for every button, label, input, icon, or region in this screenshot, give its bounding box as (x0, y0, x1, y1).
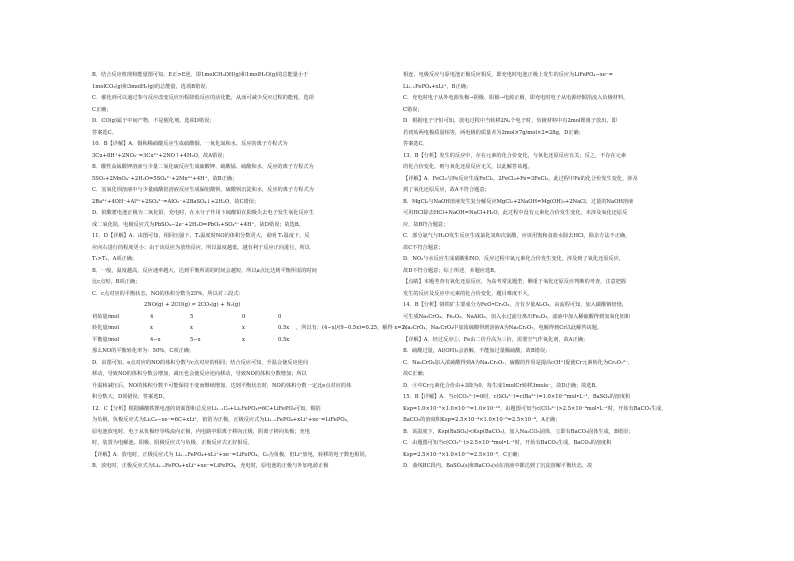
text-line: 为负极，负极反应式为LiₓC₆−xe⁻=6C+xLi⁺，铝箔为正极，正极反应式为Li₁₋ₓFePO₄+xLi⁺+xe⁻=LiFePO₄， (92, 417, 352, 423)
text-line: 积分数大，D项错误；答案选D。 (92, 394, 168, 400)
left-text-block-tail (92, 346, 392, 473)
text-line: 11．D【详解】A．由图可知，相同压强下，T₁温度时NO的体积分数更大，说明 T₁温度下，反 (92, 233, 310, 239)
eq-cell: 4−x (150, 336, 161, 343)
text-line: 的化合价变化，则与氧化还原反应无关，以此解答该题。 (403, 164, 533, 170)
text-line: C．氢氧化钡溶液中与少量硫酸铝溶液反应生成偏铝酸钡、硫酸钡沉淀和水，反应的离子方程式为 (92, 187, 314, 193)
text-line: 2Ba²⁺+4OH⁻+Al³⁺+2SO₄²⁻=AlO₂⁻+2BaSO₄↓+2H₂O，故C错误； (92, 198, 260, 205)
text-line: T₁>T₂，A项正确； (92, 256, 138, 262)
text-line: C正确； (92, 106, 112, 113)
eq-cell: 5−x (190, 336, 201, 343)
text-line: D．NO₂与水反应生成硝酸和NO，反应过程中氮元素化合价发生变化，涉及到了氧化还原反应， (403, 256, 624, 262)
text-line: C．催化剂可以通过参与反应改变反应历程降低反应的活化能，从而可减少反应过程的能耗，选项 (92, 95, 314, 101)
text-line: C．充电时电子从外电源负极→阴极、阳极→电源正极，即充电时电子从电源经铜箔流入负极材料， (403, 95, 629, 101)
left-column (92, 70, 411, 473)
eq-cell: 0 (278, 313, 282, 320)
text-line: 若初始两电极质量相等，两电极的质量差为2mol×7g/mol×2=28g，D正确； (403, 129, 584, 136)
text-line: D．由图可知，e点对应的NO的体积分数与c点对应的相同；结合反应可知，升温会使反应逆向 (92, 359, 309, 366)
text-line: C错误； (403, 106, 423, 113)
text-line: 13．B【分析】发生的反应中，存在元素的化合价变化，与氧化还原反应有关；反之，不存在元素 (403, 152, 627, 159)
text-line: D．铅酸蓄电池正极为二氧化铅，充电时，在水分子作用下硫酸铅在阳极失去电子发生氧化反应生 (92, 210, 315, 216)
text-line: B．放电时，正极反应式为Li₁₋ₓFePO₄+xLi⁺+xe⁻=LiFePO₄，充电时，原电池的正极与外加电源正极 (92, 463, 329, 469)
text-line: 14．B【分析】铬铁矿主要成分为FeO•Cr₂O₃，含有少量Al₂O₃，由流程可知，加入碳酸钠焙烧， (403, 302, 627, 308)
right-text-block (403, 70, 703, 473)
text-line: 故C正确； (403, 371, 428, 377)
text-line: 答案选C。 (92, 129, 117, 136)
left-text-block (92, 70, 392, 300)
text-line: 12．C【分析】根据磷酸铁锂电池的切面图和总反应Li₁₋ₓC₆+LiₓFePO₄⇌6C+LiFePO₄可知，铜箔 (92, 405, 321, 412)
text-line: B．一般，温度越高，反应速率越大，达到平衡所需的时间会越短，所以a点比达到平衡所需的时间 (92, 267, 317, 274)
text-line: Li₁₋ₓFePO₄+xLi⁺，B正确； (403, 83, 472, 90)
text-line: 应向右进行的程度更小；由于该反应为放热反应，所以温度越低，越有利于反应正向进行，所以 (92, 244, 310, 251)
eq-cell: x (190, 325, 193, 331)
eq-cell: 5 (190, 313, 194, 320)
text-line: Na₂CrO₄，Na₂CrO₄中加浓硫酸得到溶液A为Na₂Cr₂O₇，电解得到Cr以此解答该题。 (403, 325, 603, 331)
text-line: B．该温度下，Ksp(BaSO₄)<Ksp(BaCO₃)，加入Na₂CO₃固体，立即有BaCO₃固体生成，B错误； (403, 428, 634, 435)
text-line: 5SO₂+2MnO₄⁻+2H₂O=5SO₄²⁻+2Mn²⁺+4H⁺，故B正确； (92, 175, 238, 182)
text-line: BaCO₃的溶度积Ksp=2.5×10⁻⁴×1.0×10⁻⁵=2.5×10⁻⁹，A正确； (403, 417, 561, 423)
text-line: 移动，导致NO的体积分数会增加，减压也会使反应逆向移动，导致NO的体积分数增加；所以 (92, 371, 307, 377)
eq-cell: 0 (242, 313, 246, 320)
eq-side-note: ，所以有：(4−x)/(9−0.5x)=0.25，解得 x=2。 (296, 325, 411, 331)
text-line: 故D不符合题意；综上所述，本题应选B。 (403, 267, 500, 274)
text-line: 【点睛】本题考查有氧化还原反应，为高考常见题型，侧重于氧化还原反应判断的考查，注意把握 (403, 279, 627, 285)
text-line: Ksp=1.0×10⁻⁵×1.0×10⁻⁵=1.0×10⁻¹⁰，由题图可知当c(CO₃²⁻)>2.5×10⁻⁴mol•L⁻¹时，开始有BaCO₃生成， (403, 405, 667, 412)
text-line: 15．B【详解】A．当c(CO₃²⁻)=0时，c(SO₄²⁻)=c(Ba²⁺)=1.0×10⁻⁵mol•L⁻¹，BaSO₄的溶度积 (403, 394, 631, 400)
text-line: 原电池放电时，电子从负极经导线流向正极，内电路中阳离子移向正极，阴离子移向负极；充电 (92, 428, 310, 435)
eq-row-label: 转化量/mol (92, 325, 120, 331)
text-line: 【详解】A．FeCl₃与Fe反应生成FeCl₂，2FeCl₃+Fe=3FeCl₂，此过程中Fe的化合价发生变化，涉及 (403, 175, 638, 182)
text-line: D．根据电子守恒可知，放电过程中当转移2Nₐ个电子时，负极材料中有2mol锂离子放出，即 (403, 118, 617, 124)
text-line: 可用HCl除去HCl+NaOH=NaCl+H₂O，此过程中没有元素化合价发生变化，未涉及氧化还原反 (403, 210, 628, 216)
eq-cell: x (242, 325, 245, 331)
equilibrium-table (92, 300, 411, 346)
text-line: 故C不符合题意； (403, 244, 444, 251)
eq-cell: 0.5x (278, 325, 290, 331)
eq-header-row (92, 300, 392, 312)
text-line: 10．B【详解】A．铜和稀硝酸反应生成硝酸铜、一氧化氮和水，反应的离子方程式为 (92, 141, 288, 147)
text-line: D．④中Cr元素化合价由+3降为0，每生成1molCr转移3mole⁻，故D正确；故选B。 (403, 382, 601, 389)
text-line: 【详解】A．放电时，正极反应式为 Li₁₋ₓFePO₄+xLi⁺+xe⁻=LiFePO₄，C₆为负极，但Li⁺放电，转移的电子数也相同， (92, 451, 370, 458)
eq-cell: 0.5x (278, 336, 290, 343)
text-line: C．部分氯气与H₂O发生反应生成氯化氢和次氯酸，应该用饱和食盐水除去HCl，除杂方法不正确， (403, 233, 631, 239)
text-line: 1molCO₂(g)和3molH₂(g)的总能量，选项B错误； (92, 83, 211, 90)
eq-row (92, 312, 392, 324)
text-line: C．Na₂CrO₄加入浓硫酸得到A为Na₂Cr₂O₇，硫酸的作用是提高c(H⁺)促使Cr元素转化为Cr₂O₇²⁻， (403, 359, 633, 366)
text-line: 到了氧化还原反应，故A不符合题意； (403, 187, 490, 193)
text-line: 【详解】A．经过反应①，Fe由二价升高为三价，需要空气作氧化剂，故A正确； (403, 336, 589, 343)
right-column (403, 70, 703, 473)
eq-row (92, 323, 411, 335)
text-line: 比c点短，B项正确； (92, 279, 141, 285)
text-line: 升温和减压后，NO的体积分数不可能保持不变而继续增加，达到平衡状态时，NO的体积分数一定比e点对应的体 (92, 382, 352, 389)
eq-row-label: 平衡量/mol (92, 336, 120, 343)
text-line: B．酸性高锰酸钾溶液与少量二氧化硫反应生成硫酸钾、硫酸锰、硫酸和水，反应的离子方程式为 (92, 164, 314, 170)
text-line: 应，故B符合题意； (403, 221, 449, 228)
eq-cell: 4 (150, 313, 154, 320)
text-line: 3Cu+8H⁺+2NO₃⁻=3Cu²⁺+2NO↑+4H₂O，故A错误； (92, 152, 228, 159)
eq-cell: x (242, 336, 245, 343)
text-line: C．由题图可知当c(CO₃²⁻)>2.5×10⁻⁴mol•L⁻¹时，开始有BaCO₃生成，BaCO₃的溶度积 (403, 440, 612, 446)
text-line: C．c点对应的平衡状态，NO的体积分数为25%，所以对三段式： (92, 290, 244, 297)
text-line: B．MgCl₂与NaOH溶液发生复分解反应MgCl₂+2NaOH=Mg(OH)₂+2NaCl，过量的NaOH溶液 (403, 198, 634, 205)
text-line: 答案选C。 (403, 141, 428, 147)
text-line: 可生成Na₂CrO₄、Fe₂O₃、NaAlO₂，加入水过滤分离出Fe₂O₃，滤液中加入稀硫酸得到氢氧化铝和 (403, 313, 631, 320)
text-line: 时，装置为电解池，阳极、阴极反应式与负极、正极反应式正好相反。 (92, 440, 253, 446)
eq-row (92, 335, 392, 347)
text-line: B．硫酸过量，Al(OH)₃会溶解，不能加过量稀硫酸，故B错误； (403, 348, 551, 354)
text-line: 那么NO的平衡转化率为：50%，C项正确； (92, 348, 195, 354)
text-line: D．曲线BC段内，BaSO₄(s)和BaCO₃(s)在溶液中都达到了沉淀溶解平衡状态，故 (403, 463, 593, 469)
text-line: B．结合反应机理和能量图可知，E正>E逆，即1molCH₃OH(g)和1molH₂O(g)的总能量小于 (92, 72, 309, 78)
eq-header: 2NO(g) + 2CO(g) ⇌ 2CO₂(g) + N₂(g) (144, 302, 241, 308)
text-line: 成二氧化铅，电极反应式为PbSO₄−2e⁻+2H₂O=PbO₂+SO₄²⁻+4H⁺，故D错误；故选B。 (92, 221, 304, 228)
text-line: D．CO(g)属于中间产物，不是催化剂，选项D错误； (92, 118, 215, 124)
text-line: 发生的反应及反应中元素的化合价变化，题目难度不大。 (403, 290, 533, 297)
eq-row-label: 初始量/mol (92, 313, 120, 320)
text-line: Ksp=2.5×10⁻⁴×1.0×10⁻⁵=2.5×10⁻⁹，C正确； (403, 451, 523, 458)
eq-cell: x (150, 325, 153, 331)
text-line: 相连，电极反应与原电池正极反应相反，即充电时电池正极上发生的反应为LiFePO₄−xe⁻= (403, 72, 613, 78)
